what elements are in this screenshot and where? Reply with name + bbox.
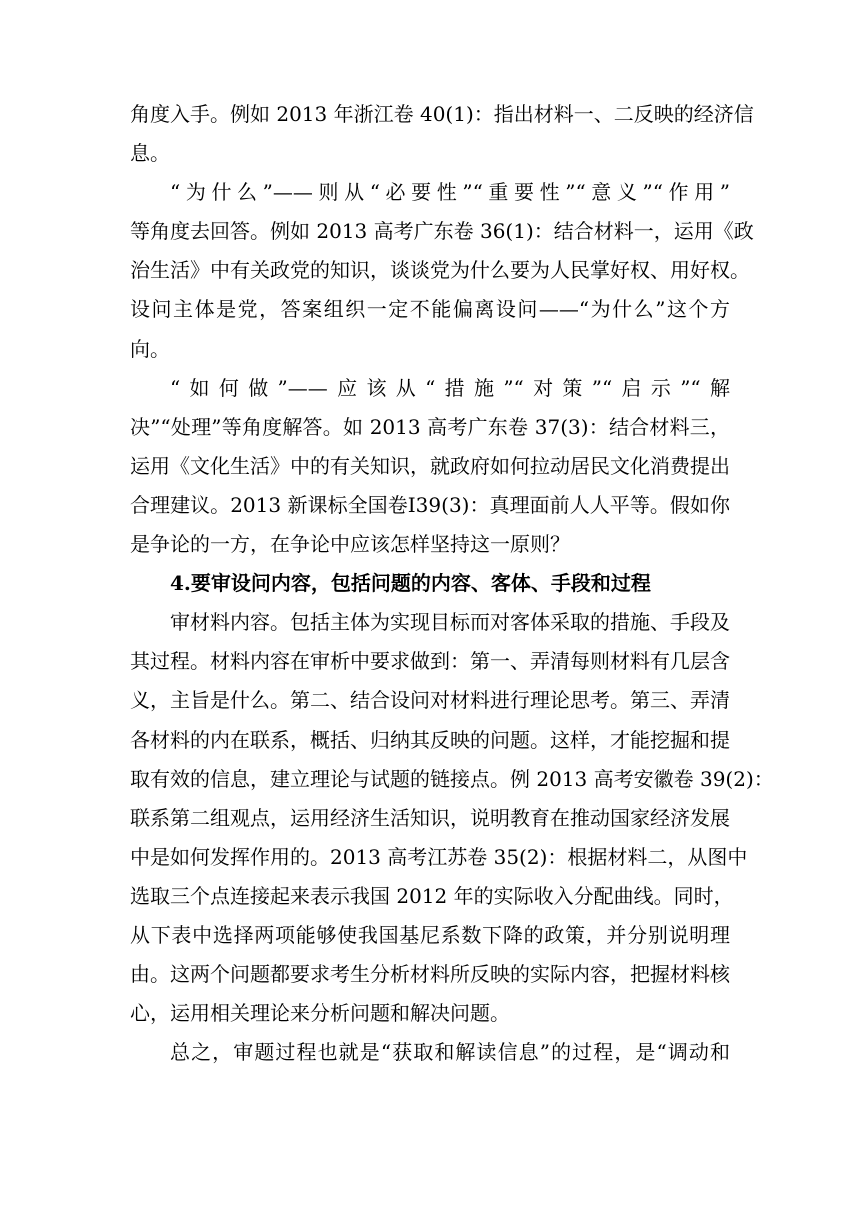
text-line: 向。 — [130, 336, 170, 361]
text-line: 治生活》中有关政党的知识，谈谈党为什么要为人民掌好权、用好权。 — [130, 258, 750, 283]
text-line: 审材料内容。包括主体为实现目标而对客体采取的措施、手段及 — [170, 610, 730, 635]
text-line: 总之，审题过程也就是“获取和解读信息”的过程，是“调动和 — [170, 1040, 730, 1065]
text-line: 息。 — [130, 141, 170, 166]
text-line: 各材料的内在联系，概括、归纳其反映的问题。这样，才能挖掘和提 — [130, 727, 730, 752]
text-line: 其过程。材料内容在审析中要求做到：第一、弄清每则材料有几层含 — [130, 649, 730, 674]
text-line: 义，主旨是什么。第二、结合设问对材料进行理论思考。第三、弄清 — [130, 688, 730, 713]
text-line: 合理建议。2013 新课标全国卷Ⅰ39(3)：真理面前人人平等。假如你 — [130, 492, 730, 517]
text-line: 中是如何发挥作用的。2013 高考江苏卷 35(2)：根据材料二，从图中 — [130, 844, 748, 869]
text-line: 联系第二组观点，运用经济生活知识，说明教育在推动国家经济发展 — [130, 805, 730, 830]
text-line: 心，运用相关理论来分析问题和解决问题。 — [130, 1001, 510, 1026]
text-line: 角度入手。例如 2013 年浙江卷 40(1)：指出材料一、二反映的经济信 — [130, 102, 754, 126]
section-heading: 4.要审设问内容，包括问题的内容、客体、手段和过程 — [170, 571, 651, 596]
text-line: “如何做”——应该从“措施”“对策”“启示”“解 — [170, 375, 730, 400]
text-line: “为什么”——则从“必要性”“重要性”“意义”“作用” — [170, 180, 730, 205]
text-line: 取有效的信息，建立理论与试题的链接点。例 2013 高考安徽卷 39(2)： — [130, 766, 774, 791]
text-line: 决”“处理”等角度解答。如 2013 高考广东卷 37(3)：结合材料三， — [130, 414, 730, 439]
text-line: 由。这两个问题都要求考生分析材料所反映的实际内容，把握材料核 — [130, 962, 730, 987]
text-line: 等角度去回答。例如 2013 高考广东卷 36(1)：结合材料一，运用《政 — [130, 219, 754, 244]
text-line: 选取三个点连接起来表示我国 2012 年的实际收入分配曲线。同时， — [130, 883, 734, 908]
text-line: 从下表中选择两项能够使我国基尼系数下降的政策，并分别说明理 — [130, 922, 730, 947]
text-line: 设问主体是党，答案组织一定不能偏离设问——“为什么”这个方 — [130, 297, 730, 322]
text-line: 运用《文化生活》中的有关知识，就政府如何拉动居民文化消费提出 — [130, 453, 730, 478]
text-line: 是争论的一方，在争论中应该怎样坚持这一原则？ — [130, 532, 570, 557]
